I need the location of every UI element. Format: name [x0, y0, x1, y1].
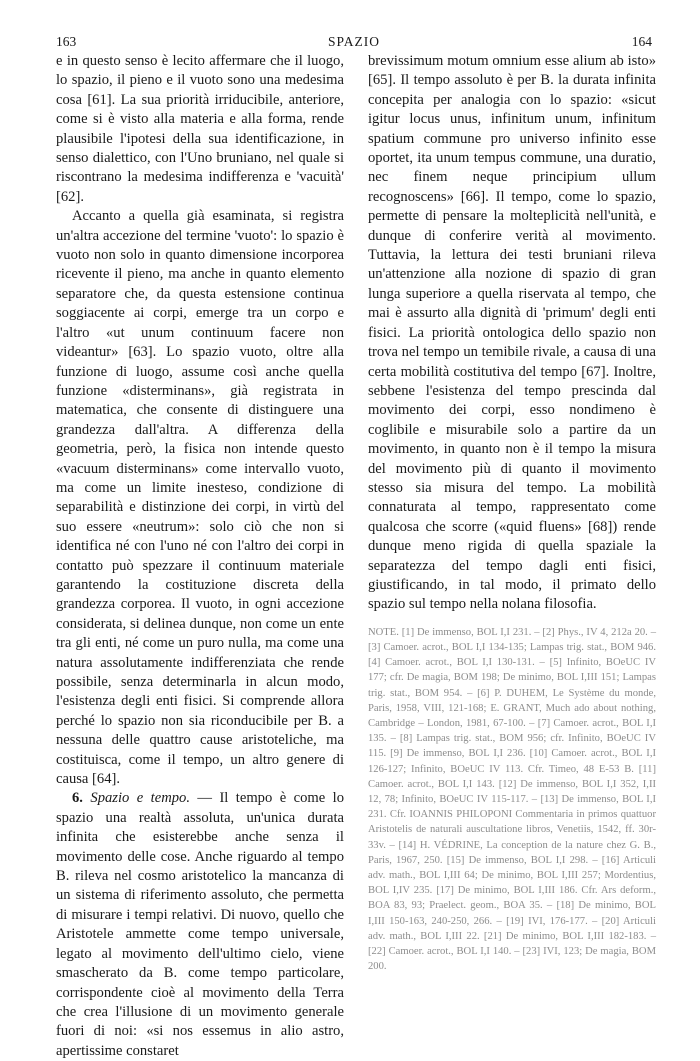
running-title: SPAZIO [327, 34, 381, 49]
page-number-left: 163 [56, 34, 77, 49]
left-column [56, 52, 344, 1061]
page-number-right: 164 [631, 34, 652, 49]
section-title: Spazio e tempo. [90, 790, 190, 807]
paragraph-text: — Il tempo è come lo spazio una realtà assoluta, un'unica durata infinita che esisterebbe anche senza il movimento delle cose. Anche riguardo al tempo B. rileva nel cosmo aristotelico la mancanza di un sistema di riferimento assoluto, che permetta di misurare i tempi relativi. Di nuovo, quello che Aristotele ammette come tempo universale, legato al movimento dell'ultimo cielo, viene smascherato da B. come tempo particolare, corrispondente cioè al movimento della Terra che crea l'illusione di un movimento generale fuori di noi: «si nos essemus in alio astro, apertissime constaret [56, 790, 345, 1059]
section-number: 6. [72, 790, 83, 807]
notes-text: NOTE. [1] De immenso, BOL I,I 231. – [2] Phys., IV 4, 212a 20. – [3] Camoer. acrot., BOL I,I 134-135; Lampas trig. stat., BOM 946. [4] Camoer. acrot., BOL I,I 130-131. – [5] Infinito, BOeUC IV 177; cfr. De magia, BOM 198; De minimo, BOL I,III 151; Lampas trig. stat., BOM 954. – [6] P. DUHEM, Le Système du monde, Paris, 1958, VIII, 121-168; E. GRANT, Much ado about nothing, Cambridge – London, 1981, 67-100. – [7] Camoer. acrot., BOL I,I 135. – [8] Lampas trig. stat., BOM 956; cfr. Infinito, BOeUC IV 115. [9] De immenso, BOL I,I 236. [10] Camoer. acrot., BOL I,I 126-127; Infinito, BOeUC IV 113. Cfr. Timeo, 48 E-53 B. [11] Camoer. acrot., BOL I,I 143. [12] De immenso, BOL I,I 352, I,II 12, 78; Infinito, BOeUC IV 115-117. – [13] De immenso, BOL I,I 231. Cfr. IOANNIS PHILOPONI Commentaria in primos quattuor Aristotelis de naturali auscultatione libros, Venetiis, 1542, ff. 30r-33v. – [14] H. VÉDRINE, La conception de la nature chez G. B., Paris, 1967, 250. [15] De immenso, BOL I,I 298. – [16] Articuli adv. math., BOL I,III 64; De minimo, BOL I,III 257; Mordentius, BOL I,IV 235. [17] De minimo, BOL I,III 186. Cfr. Ars deform., BOA 83, 93; Praelect. geom., BOA 35. – [18] De minimo, BOL I,III 150-163, 240-250, 266. – [19] IVI, 176-177. – [20] Articuli adv. math., BOL I,III 22. [21] De minimo, BOL I,III 182-183. – [22] Camoer. acrot., BOL I,I 140. – [23] IVI, 123; De magia, BOM 200. [368, 626, 656, 973]
paragraph: Accanto a quella già esaminata, si registra un'altra accezione del termine 'vuoto': lo spazio è vuoto non solo in quanto dimensione incorporea ricevente il pieno, ma anche in quanto elemento separatore che, da questa estensione continua soggiacente ai corpi, emerge tra un corpo e l'altro «ut unum continuum facere non videantur» [63]. Lo spazio vuoto, oltre alla funzione di luogo, assume così anche quella funzione «disterminans», già registrata in matematica, che consente di distinguere una grandezza dall'altra. A differenza della geometria, però, la fisica non intende questo «vacuum disterminans» come intervallo vuoto, ma come un limite inesteso, condizione di separabilità e distinzione dei corpi, in virtù del suo essere «neutrum»: solo ciò che non si identifica né con l'uno né con l'altro dei corpi in contatto può spezzare il continuum materiale garantendo la costituzione discreta della grandezza corporea. Il vuoto, in ogni accezione considerata, si delinea dunque, non come un ente tra gli enti, né come un puro nulla, ma come una natura assolutamente indifferenziata che rende possibile, senza determinarla in alcun modo, l'esistenza degli enti fisici. Si comprende allora perché lo spazio non sia riconducibile per B. a nessuna delle quattro cause aristoteliche, ma costituisca, come il tempo, un altro genere di causa [64]. [56, 208, 344, 788]
running-header [56, 34, 652, 50]
footnotes [368, 625, 656, 975]
section-paragraph [56, 789, 344, 1061]
paragraph: e in questo senso è lecito affermare che il luogo, lo spazio, il pieno e il vuoto sono una medesima cosa [61]. La sua priorità irriducibile, anteriore, come si è visto alla materia e alla forma, rende plausibile l'ipotesi della sua identificazione, in senso dialettico, con l'Uno bruniano, nel quale si riscontrano la medesima indifferenza e 'vacuità' [62]. [56, 53, 344, 205]
right-column [368, 52, 656, 974]
paragraph: brevissimum motum omnium esse alium ab isto» [65]. Il tempo assoluto è per B. la durata infinita concepita per analogia con lo spazio: «sicut igitur locus unus, infinitum unum, infinitum spatium commune pro universo infinito esse oportet, ita unum tempus commune, una duratio, nec finem neque principium ullum recognoscens» [66]. Il tempo, come lo spazio, permette di pensare la molteplicità nell'unità, e dunque di conferire verità al movimento. Tuttavia, la lettura dei testi bruniani rileva un'attenzione alla nozione di spazio di gran lunga superiore a quella riservata al tempo, che mai è assurto alla dignità di 'primum' degli enti fisici. La priorità ontologica dello spazio non trova nel tempo un temibile rivale, a causa di una certa mobilità costitutiva del tempo [67]. Inoltre, sebbene l'esistenza del tempo prescinda dal movimento dei corpi, esso nondimeno è coglibile e misurabile solo a partire da un movimento, in quanto non è il tempo la misura del movimento più di quanto il movimento stesso sia misura del tempo. La mobilità connaturata al tempo, rappresentato come qualcosa che scorre («quid fluens» [68]) rende dunque meno rigida di quella spaziale la separatezza del tempo dagli enti fisici, giustificando, in tal modo, il primato dello spazio sul tempo nella nolana filosofia. [368, 53, 656, 613]
